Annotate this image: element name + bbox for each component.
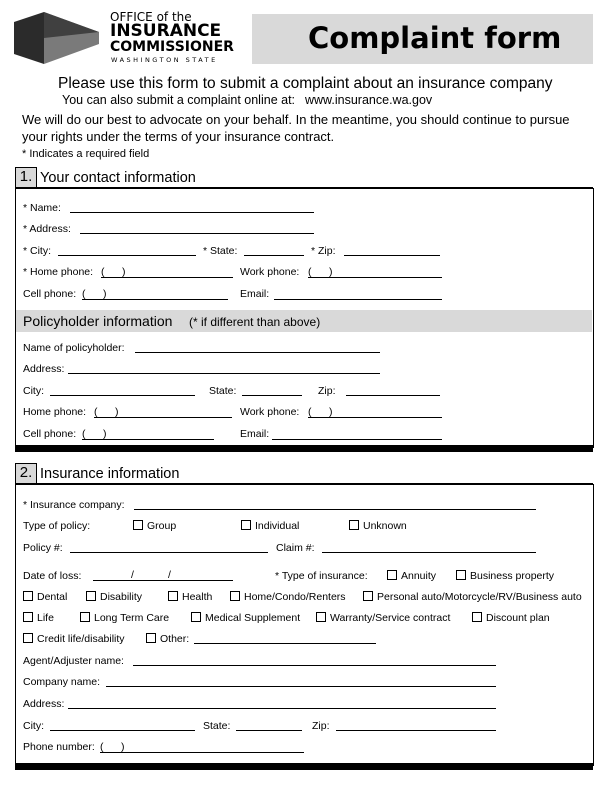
policyholder-zip-label: Zip: <box>318 385 336 397</box>
agent-phone-field[interactable] <box>100 752 304 753</box>
policy-option-individual[interactable]: Individual <box>241 520 299 532</box>
agent-name-field[interactable] <box>133 665 496 666</box>
section-2-bottom-bar <box>15 763 593 770</box>
policyholder-work-phone-field[interactable] <box>308 417 442 418</box>
policyholder-home-phone-label: Home phone: <box>23 406 87 418</box>
agent-name-label: Agent/Adjuster name: <box>23 655 124 667</box>
insurance-option-annuity[interactable]: Annuity <box>387 570 436 582</box>
agent-city-label: City: <box>23 720 44 732</box>
policyholder-address-field[interactable] <box>68 373 380 374</box>
home-phone-label: * Home phone: <box>23 266 94 278</box>
insurance-option-auto[interactable]: Personal auto/Motorcycle/RV/Business auto <box>363 591 582 603</box>
home-condo-renters-checkbox[interactable] <box>230 591 240 601</box>
policyholder-city-field[interactable] <box>50 395 195 396</box>
policyholder-cell-area-open: ( <box>82 428 86 440</box>
insurance-option-warranty[interactable]: Warranty/Service contract <box>316 612 450 624</box>
intro-online-url[interactable]: www.insurance.wa.gov <box>305 93 433 107</box>
type-of-insurance-label: * Type of insurance: <box>275 570 368 582</box>
policyholder-email-field[interactable] <box>272 439 442 440</box>
insurance-option-medical-supplement[interactable]: Medical Supplement <box>191 612 300 624</box>
work-phone-label: Work phone: <box>240 266 300 278</box>
insurance-option-business-property[interactable]: Business property <box>456 570 554 582</box>
home-phone-field[interactable] <box>101 277 233 278</box>
work-phone-area-open: ( <box>308 266 312 278</box>
insurance-option-other[interactable]: Other: <box>146 633 189 645</box>
insurance-option-home[interactable]: Home/Condo/Renters <box>230 591 346 603</box>
policy-number-field[interactable] <box>70 552 268 553</box>
agent-state-field[interactable] <box>236 730 302 731</box>
company-name-label: Company name: <box>23 676 101 688</box>
logo-mark-icon <box>14 10 104 66</box>
email-label: Email: <box>240 288 270 300</box>
cell-phone-area-open: ( <box>82 288 86 300</box>
insurance-option-dental[interactable]: Dental <box>23 591 67 603</box>
policy-option-group[interactable]: Group <box>133 520 176 532</box>
policyholder-home-phone-field[interactable] <box>94 417 232 418</box>
type-of-policy-label: Type of policy: <box>23 520 91 532</box>
other-field[interactable] <box>194 643 376 644</box>
state-field[interactable] <box>244 255 304 256</box>
policy-number-label: Policy #: <box>23 542 63 554</box>
date-of-loss-field[interactable] <box>93 580 233 581</box>
insurance-option-credit-life[interactable]: Credit life/disability <box>23 633 125 645</box>
section-1-title: Your contact information <box>40 170 196 186</box>
policy-option-unknown[interactable]: Unknown <box>349 520 407 532</box>
cell-phone-label: Cell phone: <box>23 288 77 300</box>
claim-number-field[interactable] <box>322 552 536 553</box>
agent-zip-field[interactable] <box>336 730 496 731</box>
name-field[interactable] <box>70 212 314 213</box>
policyholder-work-area-open: ( <box>308 406 312 418</box>
intro-heading: Please use this form to submit a complaint about an insurance company <box>58 75 553 92</box>
group-checkbox[interactable] <box>133 520 143 530</box>
policyholder-cell-area-close: ) <box>103 428 107 440</box>
unknown-checkbox[interactable] <box>349 520 359 530</box>
life-checkbox[interactable] <box>23 612 33 622</box>
insurance-option-long-term-care[interactable]: Long Term Care <box>80 612 169 624</box>
policyholder-cell-phone-label: Cell phone: <box>23 428 77 440</box>
policyholder-home-area-open: ( <box>94 406 98 418</box>
section-1-bottom-bar <box>15 445 593 452</box>
insurance-option-disability[interactable]: Disability <box>86 591 142 603</box>
section-2-box <box>15 484 594 766</box>
agent-phone-area-open: ( <box>100 741 104 753</box>
policyholder-email-label: Email: <box>240 428 270 440</box>
home-phone-area-open: ( <box>101 266 105 278</box>
policyholder-title-note: (* if different than above) <box>189 315 321 329</box>
dental-checkbox[interactable] <box>23 591 33 601</box>
policyholder-state-field[interactable] <box>242 395 302 396</box>
date-separator-1: / <box>131 569 134 581</box>
section-2-title: Insurance information <box>40 466 180 482</box>
agent-address-label: Address: <box>23 698 65 710</box>
home-phone-area-close: ) <box>122 266 126 278</box>
intro-paragraph-line1: We will do our best to advocate on your behalf. In the meantime, you should continue to pursue <box>22 112 570 127</box>
logo-office-of-the: OFFICE of the <box>110 10 192 24</box>
name-label: * Name: <box>23 202 61 214</box>
agent-phone-area-close: ) <box>121 741 125 753</box>
state-label: * State: <box>203 245 238 257</box>
policyholder-state-label: State: <box>209 385 237 397</box>
date-of-loss-label: Date of loss: <box>23 570 82 582</box>
city-label: * City: <box>23 245 52 257</box>
policyholder-address-label: Address: <box>23 363 65 375</box>
agent-city-field[interactable] <box>50 730 195 731</box>
insurance-option-life[interactable]: Life <box>23 612 54 624</box>
logo-insurance: INSURANCE <box>110 21 222 41</box>
intro-paragraph-line2: your rights under the terms of your insurance contract. <box>22 129 335 144</box>
zip-field[interactable] <box>344 255 440 256</box>
insurance-option-discount-plan[interactable]: Discount plan <box>472 612 550 624</box>
section-1-number: 1. <box>15 167 37 189</box>
required-field-note: * Indicates a required field <box>22 148 150 160</box>
company-name-field[interactable] <box>106 686 496 687</box>
logo-commissioner: COMMISSIONER <box>110 39 234 55</box>
intro-online-prefix: You can also submit a complaint online at: <box>62 93 296 107</box>
claim-number-label: Claim #: <box>276 542 315 554</box>
agent-address-field[interactable] <box>68 708 496 709</box>
city-field[interactable] <box>58 255 196 256</box>
policyholder-title: Policyholder information <box>23 313 173 329</box>
work-phone-field[interactable] <box>308 277 442 278</box>
email-field[interactable] <box>274 299 442 300</box>
personal-auto-checkbox[interactable] <box>363 591 373 601</box>
page-title: Complaint form <box>308 21 562 55</box>
address-label: * Address: <box>23 223 71 235</box>
annuity-checkbox[interactable] <box>387 570 397 580</box>
other-checkbox[interactable] <box>146 633 156 643</box>
cell-phone-field[interactable] <box>82 299 228 300</box>
policyholder-work-area-close: ) <box>329 406 333 418</box>
cell-phone-area-close: ) <box>103 288 107 300</box>
insurance-company-label: * Insurance company: <box>23 499 125 511</box>
policyholder-home-area-close: ) <box>115 406 119 418</box>
policyholder-name-field[interactable] <box>135 352 380 353</box>
agency-logo <box>14 10 234 68</box>
long-term-care-checkbox[interactable] <box>80 612 90 622</box>
credit-life-checkbox[interactable] <box>23 633 33 643</box>
agent-state-label: State: <box>203 720 231 732</box>
address-field[interactable] <box>80 233 314 234</box>
section-2-number: 2. <box>15 463 37 485</box>
health-checkbox[interactable] <box>168 591 178 601</box>
logo-washington-state: WASHINGTON STATE <box>111 56 218 64</box>
policyholder-name-label: Name of policyholder: <box>23 342 125 354</box>
policyholder-zip-field[interactable] <box>346 395 440 396</box>
date-separator-2: / <box>168 569 171 581</box>
zip-label: * Zip: <box>311 245 336 257</box>
policyholder-cell-phone-field[interactable] <box>82 439 214 440</box>
agent-phone-label: Phone number: <box>23 741 95 753</box>
policyholder-work-phone-label: Work phone: <box>240 406 300 418</box>
individual-checkbox[interactable] <box>241 520 251 530</box>
agent-zip-label: Zip: <box>312 720 330 732</box>
insurance-option-health[interactable]: Health <box>168 591 212 603</box>
insurance-company-field[interactable] <box>134 509 536 510</box>
discount-plan-checkbox[interactable] <box>472 612 482 622</box>
title-banner <box>252 14 593 64</box>
policyholder-city-label: City: <box>23 385 44 397</box>
business-property-checkbox[interactable] <box>456 570 466 580</box>
warranty-checkbox[interactable] <box>316 612 326 622</box>
medical-supplement-checkbox[interactable] <box>191 612 201 622</box>
disability-checkbox[interactable] <box>86 591 96 601</box>
work-phone-area-close: ) <box>329 266 333 278</box>
